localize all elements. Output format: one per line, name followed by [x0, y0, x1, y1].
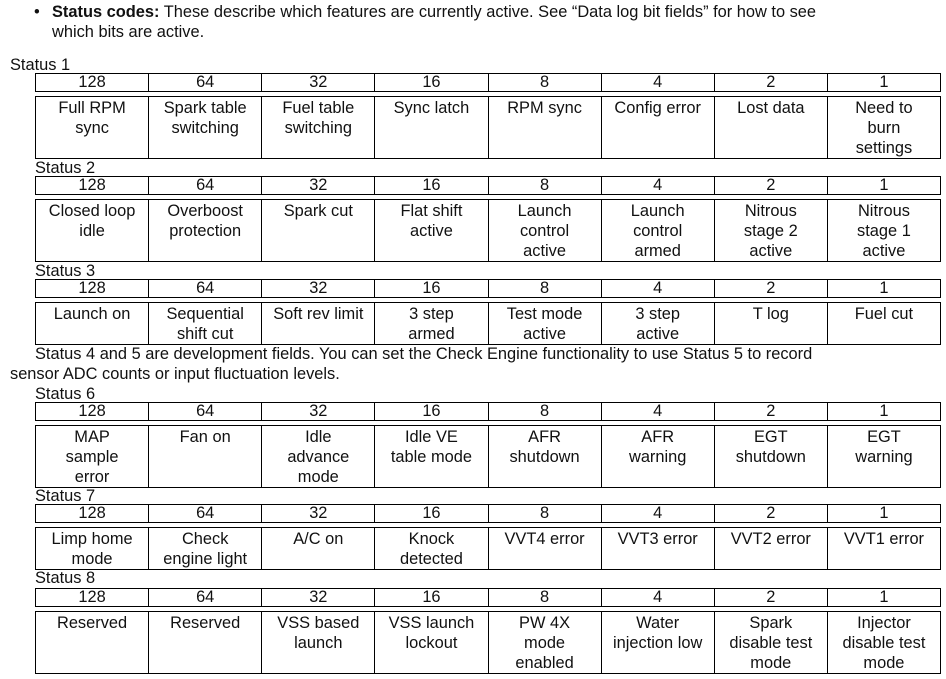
description-line: control	[519, 222, 570, 240]
bit-description-cell	[827, 303, 940, 344]
bit-value-cell: 8	[488, 280, 601, 297]
description-line: Fuel table	[282, 99, 355, 117]
description-line: 3 step	[409, 305, 454, 323]
bit-description-cell	[36, 612, 148, 673]
description-line: AFR	[528, 428, 561, 446]
bit-description-cell	[601, 528, 714, 569]
description-line: shutdown	[735, 448, 806, 466]
bit-values-row	[35, 504, 941, 523]
description-line: A/C on	[293, 530, 344, 548]
description-line: VSS launch	[388, 614, 475, 632]
bit-value-cell: 16	[374, 505, 487, 522]
description-line: Water	[636, 614, 680, 632]
bit-value-cell: 32	[261, 589, 374, 606]
bullet: •	[34, 3, 40, 21]
description-line: control	[633, 222, 683, 240]
bit-value-cell: 128	[78, 279, 106, 297]
bit-value-cell: 32	[261, 505, 374, 522]
description-line: Overboost	[167, 202, 243, 220]
description-line: active	[410, 222, 453, 240]
description-line: Nitrous	[744, 202, 797, 220]
bit-value-cell: 2	[714, 403, 827, 420]
description-line: mode	[71, 550, 113, 568]
bit-value-cell: 1	[827, 505, 940, 522]
bit-description-cell	[714, 612, 827, 673]
bit-description-cell	[714, 97, 827, 158]
bit-description-cell	[148, 528, 261, 569]
bit-description-cell	[714, 200, 827, 261]
status-label: Status 1	[10, 56, 71, 74]
bit-value-cell: 4	[601, 280, 714, 297]
description-line: Closed loop	[48, 202, 136, 220]
bit-description-cell	[261, 97, 374, 158]
bit-description-cell	[488, 612, 601, 673]
description-line: detected	[399, 550, 463, 568]
description-line: Launch on	[53, 305, 131, 323]
bit-description-cell	[148, 200, 261, 261]
description-line: enabled	[515, 654, 574, 672]
bit-value-cell: 16	[374, 280, 487, 297]
bit-description-cell	[36, 528, 148, 569]
description-line: MAP	[74, 428, 110, 446]
description-line: AFR	[641, 428, 675, 446]
bit-description-cell	[827, 97, 940, 158]
description-line: Spark table	[163, 99, 247, 117]
bit-value-cell: 4	[601, 403, 714, 420]
bit-value-cell: 128	[78, 588, 106, 606]
description-line: active	[636, 325, 680, 343]
bit-description-cell	[261, 200, 374, 261]
description-line: active	[749, 242, 793, 260]
status-label: Status 6	[35, 385, 96, 403]
bit-value-cell: 16	[374, 589, 487, 606]
description-line: VVT2 error	[730, 530, 811, 548]
bit-description-cell	[261, 303, 374, 344]
description-line: warning	[628, 448, 687, 466]
description-line: Need to	[855, 99, 913, 117]
bit-value-cell: 16	[374, 403, 487, 420]
bit-description-cell	[374, 612, 487, 673]
bit-description-cell	[374, 303, 487, 344]
description-line: RPM sync	[507, 99, 582, 117]
bit-description-cell	[601, 612, 714, 673]
description-line: 3 step	[635, 305, 681, 323]
description-line: Launch	[517, 202, 572, 220]
description-line: Sequential	[166, 305, 244, 323]
description-line: armed	[634, 242, 681, 260]
bit-description-cell	[488, 200, 601, 261]
bit-description-cell	[714, 528, 827, 569]
bit-value-cell: 128	[78, 504, 106, 522]
description-line: Sync latch	[393, 99, 470, 117]
description-line: Config error	[614, 99, 701, 117]
description-line: switching	[284, 119, 353, 137]
bit-value-cell: 64	[148, 589, 261, 606]
bit-description-cell	[261, 426, 374, 487]
description-line: burn	[867, 119, 901, 137]
bit-description-row	[35, 425, 941, 488]
description-line: Idle VE	[405, 428, 458, 446]
bit-description-cell	[374, 528, 487, 569]
bit-values-row	[35, 73, 941, 92]
description-line: Nitrous	[857, 202, 910, 220]
description-line: table mode	[390, 448, 472, 466]
bit-description-cell	[261, 528, 374, 569]
bit-description-row	[35, 611, 941, 674]
bit-value-cell: 64	[148, 280, 261, 297]
description-line: active	[523, 325, 566, 343]
bit-value-cell: 8	[488, 177, 601, 194]
bit-description-cell	[827, 528, 940, 569]
bit-description-cell	[36, 426, 148, 487]
description-line: VVT3 error	[617, 530, 698, 548]
bit-description-cell	[601, 426, 714, 487]
description-line: mode	[524, 634, 566, 652]
description-line: stage 2	[743, 222, 798, 240]
bit-value-cell: 64	[148, 177, 261, 194]
development-fields-note	[10, 344, 910, 384]
description-line: settings	[855, 139, 913, 157]
bit-value-cell: 8	[488, 505, 601, 522]
bit-value-cell: 1	[827, 74, 940, 91]
bit-description-row	[35, 527, 941, 570]
bit-value-cell: 2	[714, 589, 827, 606]
description-line: active	[523, 242, 566, 260]
bit-description-row	[35, 96, 941, 159]
intro-text-line1: These describe which features are currently active. See “Data log bit fields” for how to see	[159, 3, 817, 21]
bit-description-cell	[374, 426, 487, 487]
bit-description-cell	[148, 303, 261, 344]
bit-value-cell: 16	[374, 177, 487, 194]
bit-description-cell	[36, 303, 148, 344]
description-line: Lost data	[737, 99, 805, 117]
description-line: idle	[79, 222, 105, 240]
bit-description-cell	[601, 97, 714, 158]
description-line: disable test	[729, 634, 813, 652]
description-line: lockout	[405, 634, 458, 652]
bit-value-cell: 2	[714, 505, 827, 522]
bit-values-row	[35, 176, 941, 195]
description-line: VVT4 error	[504, 530, 585, 548]
bit-value-cell: 32	[261, 177, 374, 194]
bit-description-cell	[36, 200, 148, 261]
bit-description-cell	[488, 303, 601, 344]
bit-value-cell: 64	[148, 74, 261, 91]
description-line: Spark cut	[283, 202, 353, 220]
description-line: mode	[297, 468, 339, 486]
status-label: Status 7	[35, 487, 96, 505]
bit-value-cell: 4	[601, 589, 714, 606]
bit-value-cell: 1	[827, 177, 940, 194]
bit-description-cell	[374, 200, 487, 261]
dev-note-line1: Status 4 and 5 are development fields. You can set the Check Engine functionality to use Status 5 to record	[35, 345, 813, 363]
bit-value-cell: 64	[148, 505, 261, 522]
description-line: PW 4X	[519, 614, 571, 632]
description-line: Injector	[857, 614, 911, 632]
bit-values-row	[35, 402, 941, 421]
description-line: Idle	[305, 428, 332, 446]
bit-value-cell: 128	[78, 73, 106, 91]
bit-description-cell	[827, 612, 940, 673]
bit-value-cell: 32	[261, 74, 374, 91]
bit-value-cell: 128	[78, 176, 106, 194]
bit-value-cell: 8	[488, 589, 601, 606]
description-line: sync	[75, 119, 109, 137]
bit-value-cell: 32	[261, 403, 374, 420]
bit-value-cell: 2	[714, 177, 827, 194]
description-line: Launch	[630, 202, 685, 220]
bit-value-cell: 1	[827, 403, 940, 420]
description-line: EGT	[753, 428, 788, 446]
bit-description-cell	[374, 97, 487, 158]
description-line: engine light	[163, 550, 248, 568]
bit-value-cell: 8	[488, 74, 601, 91]
description-line: switching	[171, 119, 239, 137]
description-line: sample	[65, 448, 119, 466]
description-line: Spark	[749, 614, 793, 632]
description-line: Check	[181, 530, 229, 548]
description-line: Fan on	[179, 428, 231, 446]
description-line: armed	[408, 325, 455, 343]
bit-value-cell: 2	[714, 74, 827, 91]
bit-description-cell	[601, 303, 714, 344]
bit-description-cell	[827, 200, 940, 261]
description-line: shift cut	[176, 325, 234, 343]
bit-description-cell	[261, 612, 374, 673]
bit-description-cell	[488, 426, 601, 487]
bit-value-cell: 64	[148, 403, 261, 420]
description-line: mode	[750, 654, 792, 672]
intro-text-line2: which bits are active.	[52, 23, 205, 41]
bit-description-cell	[601, 200, 714, 261]
bit-description-cell	[36, 97, 148, 158]
bit-description-cell	[488, 528, 601, 569]
bit-value-cell: 16	[374, 74, 487, 91]
bit-values-row	[35, 588, 941, 607]
bit-description-cell	[714, 303, 827, 344]
status-label: Status 2	[35, 159, 96, 177]
description-line: advance	[287, 448, 350, 466]
description-line: stage 1	[857, 222, 911, 240]
bit-description-cell	[714, 426, 827, 487]
description-line: Reserved	[56, 614, 128, 632]
description-line: VVT1 error	[843, 530, 925, 548]
bit-description-cell	[148, 612, 261, 673]
description-line: Test mode	[506, 305, 583, 323]
description-line: EGT	[867, 428, 901, 446]
bit-value-cell: 4	[601, 74, 714, 91]
bit-value-cell: 4	[601, 505, 714, 522]
description-line: disable test	[842, 634, 926, 652]
bit-value-cell: 128	[78, 402, 106, 420]
bit-value-cell: 1	[827, 589, 940, 606]
bit-description-cell	[148, 426, 261, 487]
bit-description-cell	[488, 97, 601, 158]
description-line: Reserved	[170, 614, 241, 632]
bit-values-row	[35, 279, 941, 298]
intro-heading: Status codes:	[52, 3, 160, 21]
dev-note-line2: sensor ADC counts or input fluctuation levels.	[10, 365, 340, 383]
description-line: VSS based	[277, 614, 360, 632]
description-line: mode	[863, 654, 905, 672]
description-line: Knock	[408, 530, 455, 548]
description-line: launch	[294, 634, 343, 652]
bit-value-cell: 32	[261, 280, 374, 297]
description-line: active	[862, 242, 906, 260]
description-line: injection low	[613, 634, 703, 652]
bit-description-row	[35, 199, 941, 262]
description-line: Flat shift	[400, 202, 463, 220]
description-line: Fuel cut	[854, 305, 914, 323]
description-line: Soft rev limit	[273, 305, 364, 323]
status-codes-intro	[34, 2, 934, 42]
bit-value-cell: 1	[827, 280, 940, 297]
description-line: T log	[752, 305, 789, 323]
description-line: shutdown	[509, 448, 580, 466]
bit-value-cell: 4	[601, 177, 714, 194]
description-line: Limp home	[51, 530, 133, 548]
description-line: warning	[855, 448, 913, 466]
bit-value-cell: 8	[488, 403, 601, 420]
bit-description-cell	[148, 97, 261, 158]
bit-description-cell	[827, 426, 940, 487]
description-line: Full RPM	[58, 99, 126, 117]
description-line: protection	[169, 222, 242, 240]
bit-description-row	[35, 302, 941, 345]
description-line: error	[74, 468, 110, 486]
bit-value-cell: 2	[714, 280, 827, 297]
status-label: Status 3	[35, 262, 96, 280]
status-label: Status 8	[35, 569, 96, 587]
